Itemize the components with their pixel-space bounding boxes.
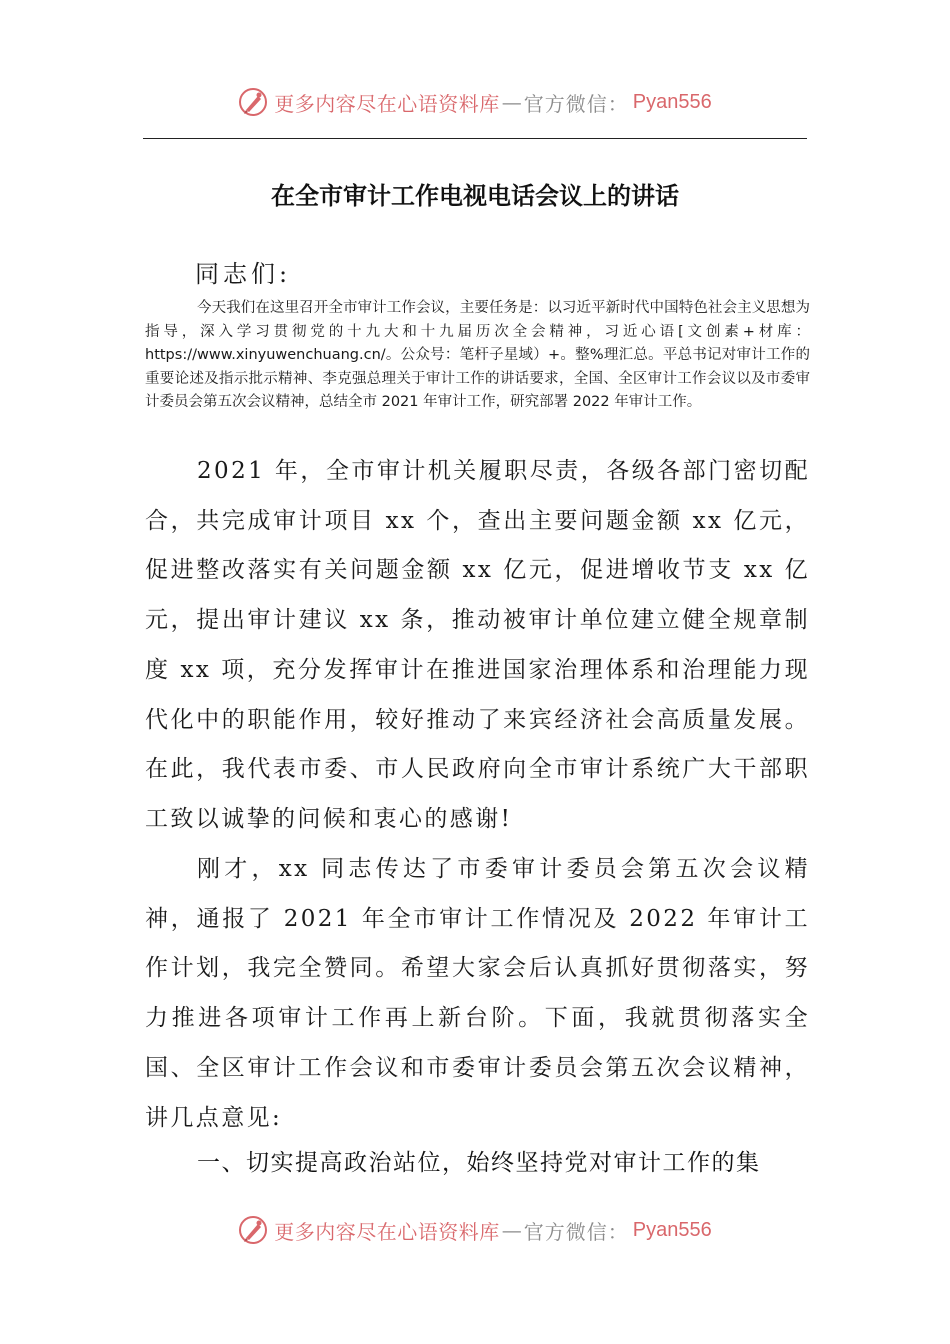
pen-logo-icon	[238, 1215, 268, 1245]
intro-paragraph: 今天我们在这里召开全市审计工作会议，主要任务是：以习近平新时代中国特色社会主义思想为指导，深入学习贯彻党的十九大和十九届历次全会精神，习近心语[文创素+材库：https://www.xinyuwenchuang.cn/。公众号：笔杆子星域）+。整%理汇总。平总书记对审计工作的重要论述及指示批示精神、李克强总理关于审计工作的讲话要求，全国、全区审计工作会议以及市委审计委员会第五次会议精神，总结全市 2021 年审计工作，研究部署 2022 年审计工作。	[145, 300, 810, 410]
greeting: 同志们:	[195, 260, 292, 288]
header-divider	[143, 138, 807, 139]
banner-wechat-id: Pyan556	[632, 1218, 712, 1241]
banner-slogan: 更多内容尽在心语资料库	[274, 1219, 500, 1244]
document-title: 在全市审计工作电视电话会议上的讲话	[271, 182, 679, 210]
body-paragraph-1: 2021 年，全市审计机关履职尽责，各级各部门密切配合，共完成审计项目 xx 个，查出主要问题金额 xx 亿元，促进整改落实有关问题金额 xx 亿元，促进增收节支 xx 亿元，提出审计建议 xx 条，推动被审计单位建立健全规章制度 xx 项，充分发挥审计在推进国家治理体系和治理能力现代化中的职能作用，较好推动了来宾经济社会高质量发展。在此，我代表市委、市人民政府向全市审计系统广大干部职工致以诚挚的问候和衷心的感谢!	[145, 458, 810, 832]
banner-slogan: 更多内容尽在心语资料库	[274, 91, 500, 116]
footer-watermark-banner	[0, 1210, 950, 1250]
banner-dash: —	[501, 90, 522, 114]
pen-logo-icon	[238, 87, 268, 117]
banner-dash: —	[501, 1218, 522, 1242]
banner-wechat-label: 官方微信：	[523, 1219, 629, 1244]
section-heading-1: 一、切实提高政治站位，始终坚持党对审计工作的集	[197, 1150, 761, 1176]
banner-wechat-id: Pyan556	[632, 90, 712, 113]
banner-wechat-label: 官方微信：	[523, 91, 629, 116]
body-paragraph-2: 刚才，xx 同志传达了市委审计委员会第五次会议精神，通报了 2021 年全市审计工作情况及 2022 年审计工作计划，我完全赞同。希望大家会后认真抓好贯彻落实，努力推进各项审计工作再上新台阶。下面，我就贯彻落实全国、全区审计工作会议和市委审计委员会第五次会议精神，讲几点意见:	[145, 856, 810, 1131]
header-watermark-banner	[0, 82, 950, 122]
